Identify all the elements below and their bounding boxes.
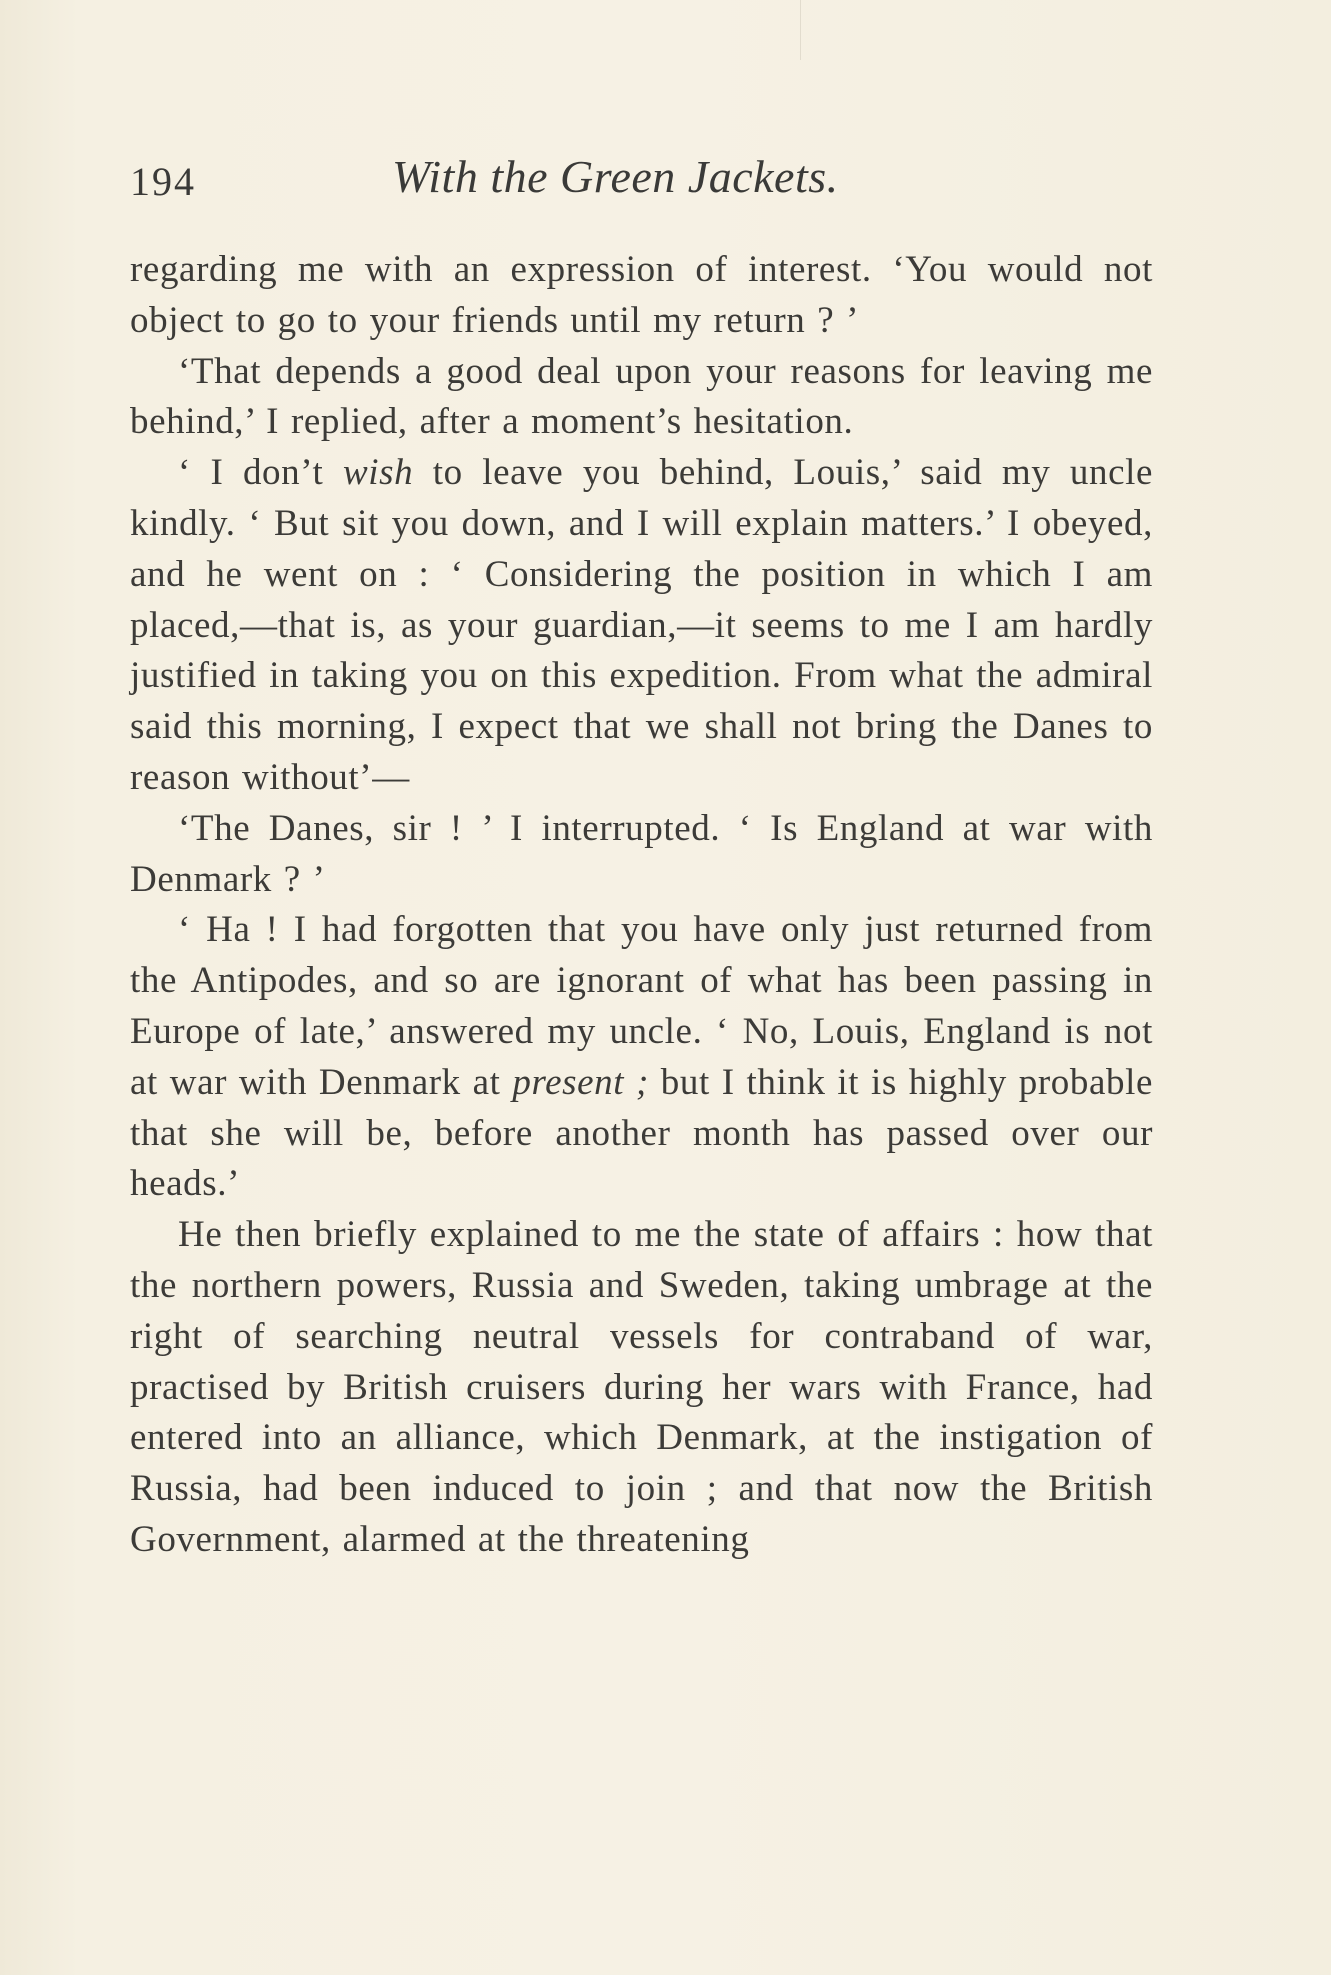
page-header	[130, 150, 1170, 220]
emphasized-word: present ;	[512, 1061, 649, 1103]
running-title: With the Green Jackets.	[392, 151, 839, 202]
paragraph-text: ‘That depends a good deal upon your reasons for leaving me behind,’ I replied, after a moment’s hesitation.	[130, 350, 1153, 443]
paragraph	[130, 448, 1153, 804]
paragraph-text: ‘ I don’t	[178, 452, 343, 494]
body-text	[130, 245, 1153, 1566]
emphasized-word: wish	[342, 452, 414, 494]
paragraph-text: to leave you behind, Louis,’ said my uncle kindly. ‘ But sit you down, and I will explain matters.’ I obeyed, and he went on : ‘ Considering the position in which I am placed,—that is, as your guardian,—it seems to me I am hardly justified in taking you on this expedition. From what the admiral said this morning, I expect that we shall not bring the Danes to reason without’—	[130, 452, 1153, 798]
paragraph	[130, 347, 1153, 449]
paragraph	[130, 1210, 1153, 1566]
paragraph-text: He then briefly explained to me the state of affairs : how that the northern powers, Russia and Sweden, taking umbrage at the right of searching neutral vessels for contraband of war, practised by British cruisers during her wars with France, had entered into an alliance, which Denmark, at the instigation of Russia, had been induced to join ; and that now the British Government, alarmed at the threatening	[130, 1214, 1153, 1560]
paragraph	[130, 804, 1153, 906]
paragraph-text: but I think it is highly probable that she will be, before another month has passed over our heads.’	[130, 1061, 1153, 1205]
paragraph	[130, 245, 1153, 347]
page-fold-mark	[800, 0, 801, 60]
paragraph-text: ‘ Ha ! I had forgotten that you have only just returned from the Antipodes, and so are ignorant of what has been passing in Europe of late,’ answered my uncle. ‘ No, Louis, England is not at war with Denmark at	[130, 909, 1153, 1103]
paragraph	[130, 905, 1153, 1210]
page-number: 194	[130, 159, 196, 204]
paragraph-text: ‘The Danes, sir ! ’ I interrupted. ‘ Is England at war with Denmark ? ’	[130, 807, 1153, 900]
paragraph-text: regarding me with an expression of interest. ‘You would not object to go to your friends until my return ? ’	[130, 249, 1153, 341]
